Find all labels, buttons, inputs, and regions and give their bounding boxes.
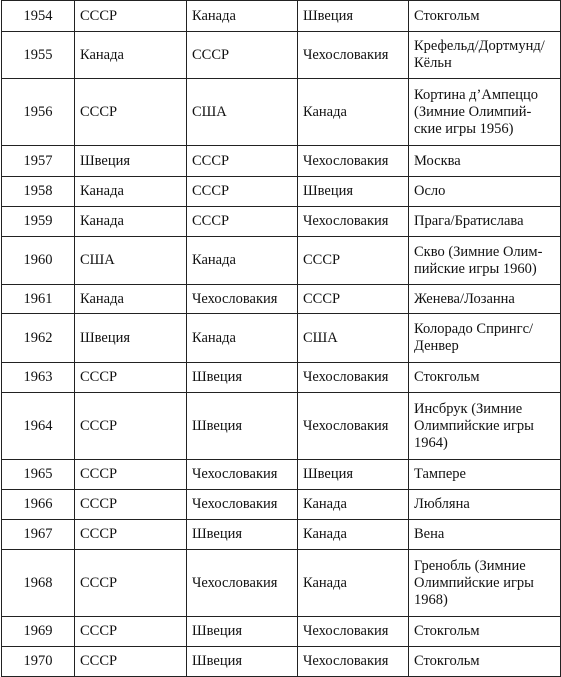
third-place-cell: Чехословакия [298,32,409,79]
venue-line: ские игры 1956) [414,120,514,137]
venue-cell [409,363,561,393]
table-row [2,393,561,460]
venue-line: Кортина д’Ампеццо [414,86,538,103]
first-place-cell: СССР [75,520,187,550]
venue-line: Стокгольм [414,7,480,24]
venue-line: Осло [414,183,446,199]
venue-line: Крефельд/Дортмунд/ [414,38,545,54]
venue-line: Женева/Лозанна [414,290,515,307]
third-place-cell: Канада [298,79,409,146]
first-place-cell: Швеция [75,314,187,363]
second-place-cell: Швеция [187,617,298,647]
venue-line: Стокгольм [414,623,480,639]
first-place-cell: Канада [75,177,187,207]
venue-cell [409,32,561,79]
first-place-cell: СССР [75,647,187,677]
third-place-cell: Чехословакия [298,363,409,393]
table-body [2,1,561,677]
table-row [2,79,561,146]
first-place-cell: США [75,237,187,285]
venue-cell [409,520,561,550]
venue-cell [409,79,561,146]
venue-line: 1968) [414,591,448,608]
second-place-cell: Чехословакия [187,285,298,314]
venue-line: Вена [414,526,445,542]
second-place-cell: Швеция [187,520,298,550]
third-place-cell: Чехословакия [298,146,409,177]
year-cell: 1955 [2,32,75,79]
year-cell: 1961 [2,285,75,314]
first-place-cell: Канада [75,285,187,314]
venue-line: Любляна [414,496,470,512]
table-row [2,617,561,647]
third-place-cell: СССР [298,285,409,314]
third-place-cell: Чехословакия [298,207,409,237]
second-place-cell: Швеция [187,647,298,677]
third-place-cell: США [298,314,409,363]
venue-cell [409,237,561,285]
venue-cell [409,207,561,237]
year-cell: 1967 [2,520,75,550]
venue-line: Прага/Братислава [414,213,524,229]
table-row [2,237,561,285]
third-place-cell: Швеция [298,460,409,490]
year-cell: 1965 [2,460,75,490]
first-place-cell: СССР [75,1,187,32]
third-place-cell: Канада [298,550,409,617]
table-row [2,207,561,237]
first-place-cell: Канада [75,32,187,79]
venue-cell [409,1,561,32]
venue-cell [409,146,561,177]
second-place-cell: Швеция [187,393,298,460]
first-place-cell: СССР [75,490,187,520]
venue-line: 1964) [414,434,448,451]
venue-line: Колорадо Спрингс/ [414,321,534,337]
venue-cell [409,177,561,207]
table-row [2,490,561,520]
second-place-cell: Канада [187,237,298,285]
venue-line: (Зимние Олимпий- [414,103,532,120]
table-row [2,520,561,550]
venue-line: Кёльн [414,55,452,71]
second-place-cell: Чехословакия [187,460,298,490]
year-cell: 1957 [2,146,75,177]
venue-line: Гренобль (Зимние [414,557,526,574]
year-cell: 1968 [2,550,75,617]
second-place-cell: Канада [187,1,298,32]
venue-line: Стокгольм [414,653,480,669]
table-row [2,647,561,677]
venue-line: Олимпийские игры [414,417,534,434]
first-place-cell: Канада [75,207,187,237]
first-place-cell: Швеция [75,146,187,177]
third-place-cell: Швеция [298,177,409,207]
venue-cell [409,460,561,490]
third-place-cell: Канада [298,520,409,550]
year-cell: 1960 [2,237,75,285]
table-row [2,460,561,490]
year-cell: 1954 [2,1,75,32]
venue-line: Скво (Зимние Олим- [414,243,543,260]
year-cell: 1962 [2,314,75,363]
second-place-cell: Чехословакия [187,490,298,520]
table-row [2,1,561,32]
third-place-cell: СССР [298,237,409,285]
venue-cell [409,617,561,647]
venue-line: Денвер [414,338,459,354]
venue-cell [409,285,561,314]
first-place-cell: СССР [75,617,187,647]
table-row [2,363,561,393]
second-place-cell: Канада [187,314,298,363]
year-cell: 1963 [2,363,75,393]
venue-line: Инсбрук (Зимние [414,400,523,417]
venue-line: Стокгольм [414,369,480,385]
year-cell: 1970 [2,647,75,677]
venue-line: Москва [414,152,461,169]
year-cell: 1958 [2,177,75,207]
third-place-cell: Чехословакия [298,647,409,677]
venue-line: Тампере [414,466,466,482]
second-place-cell: СССР [187,207,298,237]
venue-cell [409,647,561,677]
table-row [2,32,561,79]
venue-line: пийские игры 1960) [414,260,537,277]
second-place-cell: Швеция [187,363,298,393]
second-place-cell: США [187,79,298,146]
first-place-cell: СССР [75,393,187,460]
venue-cell [409,393,561,460]
venue-cell [409,314,561,363]
championship-table [1,0,561,677]
venue-cell [409,550,561,617]
table-row [2,177,561,207]
year-cell: 1966 [2,490,75,520]
venue-line: Олимпийские игры [414,574,534,591]
third-place-cell: Чехословакия [298,393,409,460]
first-place-cell: СССР [75,550,187,617]
table-row [2,550,561,617]
first-place-cell: СССР [75,460,187,490]
third-place-cell: Канада [298,490,409,520]
second-place-cell: СССР [187,32,298,79]
table-row [2,146,561,177]
first-place-cell: СССР [75,79,187,146]
second-place-cell: СССР [187,177,298,207]
year-cell: 1959 [2,207,75,237]
second-place-cell: Чехословакия [187,550,298,617]
venue-cell [409,490,561,520]
first-place-cell: СССР [75,363,187,393]
third-place-cell: Швеция [298,1,409,32]
second-place-cell: СССР [187,146,298,177]
year-cell: 1969 [2,617,75,647]
third-place-cell: Чехословакия [298,617,409,647]
table-row [2,314,561,363]
year-cell: 1956 [2,79,75,146]
table-row [2,285,561,314]
year-cell: 1964 [2,393,75,460]
